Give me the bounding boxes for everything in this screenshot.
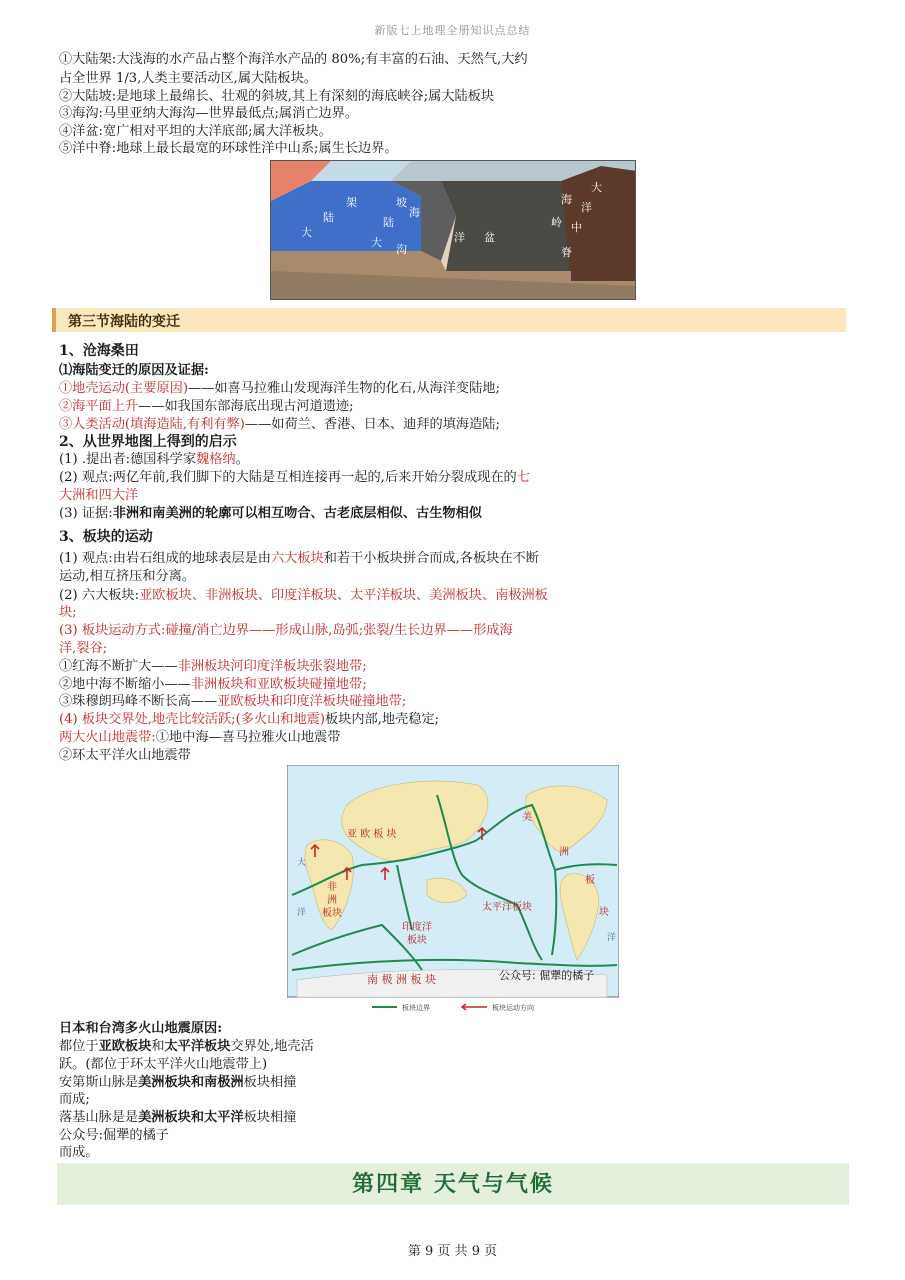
label-african-plate-a: 非 (327, 882, 337, 893)
label-ridge-c: 中 (571, 221, 582, 234)
rockies-line-1: 落基山脉是是美洲板块和太平洋板块相撞 (59, 1110, 297, 1125)
section-heading-bar (52, 308, 846, 332)
label-indian-plate-a: 印度洋 (402, 922, 432, 933)
label-antarctic-plate: 南 极 洲 板 块 (367, 973, 436, 986)
plate-view-cont: 运动,相互挤压和分离。 (59, 569, 196, 584)
label-trench-b: 沟 (396, 243, 407, 256)
heading-3: 3、板块的运动 (59, 529, 153, 545)
heading-2: 2、从世界地图上得到的启示 (59, 434, 237, 450)
label-american-plate-c: 板 (585, 875, 595, 886)
map-watermark: 公众号: 倔犟的橘子 (499, 969, 595, 982)
label-slope-b: 陆 (383, 216, 394, 229)
label-african-plate-c: 板块 (322, 908, 342, 919)
label-slope-c: 坡 (396, 196, 407, 209)
label-american-plate-a: 美 (522, 812, 532, 823)
six-plates: (2) 六大板块:亚欧板块、非洲板块、印度洋板块、太平洋板块、美洲板块、南极洲板 (59, 588, 548, 603)
seafloor-item-3: ③海沟:马里亚纳大海沟—世界最低点;属消亡边界。 (59, 106, 359, 121)
plate-view: (1) 观点:由岩石组成的地球表层是由六大板块和若干小板块拼合而成,各板块在不断 (59, 551, 539, 566)
point-2-cont: 大洲和四大洋 (59, 488, 139, 503)
label-shelf-b: 陆 (323, 211, 334, 224)
label-ridge-a: 大 (591, 181, 602, 194)
heading-1-sub: ⑴海陆变迁的原因及证据: (59, 363, 209, 378)
label-ocean-b: 洋 (297, 908, 307, 918)
page-header: 新版七上地理全册知识点总结 (374, 24, 531, 37)
plate-motion: (3) 板块运动方式:碰撞/消亡边界——形成山脉,岛弧;张裂/生长边界——形成海 (59, 623, 513, 638)
page-footer: 第 9 页 共 9 页 (407, 1244, 498, 1259)
andes-line-1: 安第斯山脉是美洲板块和南极洲板块相撞 (59, 1075, 297, 1090)
label-basin-b: 盆 (484, 231, 495, 244)
watermark-line: 公众号:倔犟的橘子 (59, 1128, 169, 1143)
plate-map (287, 765, 619, 1015)
label-basin-a: 洋 (454, 231, 465, 244)
seafloor-item-1-cont: 占全世界 1/3,人类主要活动区,属大陆板块。 (59, 71, 317, 86)
chapter-title: 第四章 天气与气候 (352, 1171, 554, 1197)
japan-line-1: 都位于亚欧板块和太平洋板块交界处,地壳活 (59, 1039, 314, 1054)
andes-line-2: 而成; (59, 1092, 90, 1107)
label-ridge-b: 洋 (581, 201, 592, 214)
example-red-sea: ①红海不断扩大——非洲板块河印度洋板块张裂地带; (59, 659, 367, 674)
label-slope-a: 大 (371, 236, 382, 249)
cause-2: ②海平面上升——如我国东部海底出现古河道遗迹; (59, 399, 354, 414)
example-mediterranean: ②地中海不断缩小——非洲板块和亚欧板块碰撞地带; (59, 677, 367, 692)
japan-title: 日本和台湾多火山地震原因: (59, 1021, 223, 1036)
legend-boundary-label: 板块边界 (402, 1004, 430, 1012)
example-everest: ③珠穆朗玛峰不断长高——亚欧板块和印度洋板块碰撞地带; (59, 694, 407, 709)
label-american-plate-d: 块 (599, 907, 609, 918)
legend-motion-label: 板块运动方向 (492, 1004, 534, 1012)
seafloor-item-2: ②大陆坡:是地球上最绵长、壮观的斜坡,其上有深刻的海底峡谷;属大陆板块 (59, 89, 495, 104)
point-3: (3) 证据:非洲和南美洲的轮廓可以相互吻合、古老底层相似、古生物相似 (59, 506, 482, 521)
japan-line-2: 跃。(都位于环太平洋火山地震带上) (59, 1057, 268, 1072)
volcanic-belt-2: ②环太平洋火山地震带 (59, 748, 191, 763)
label-shelf-a: 大 (301, 226, 312, 239)
point-1: (1) .提出者:德国科学家魏格纳。 (59, 452, 249, 467)
plate-motion-cont: 洋,裂谷; (59, 641, 108, 656)
seafloor-item-4: ④洋盆:宽广相对平坦的大洋底部;属大洋板块。 (59, 124, 332, 139)
cause-3: ③人类活动(填海造陆,有利有弊)——如荷兰、香港、日本、迪拜的填海造陆; (59, 417, 500, 432)
seafloor-item-1: ①大陆架:大浅海的水产品占整个海洋水产品的 80%;有丰富的石油、天然气,大约 (59, 52, 528, 67)
chapter-banner (57, 1163, 849, 1205)
volcanic-belts: 两大火山地震带:①地中海—喜马拉雅火山地震带 (59, 730, 341, 745)
heading-1: 1、沧海桑田 (59, 343, 139, 359)
label-indian-plate-b: 板块 (407, 935, 427, 946)
label-pacific-plate: 太平洋板块 (482, 902, 532, 913)
label-ridge-d: 海 (561, 193, 572, 206)
section-title: 第三节海陆的变迁 (68, 314, 180, 330)
plate-boundary-activity: (4) 板块交界处,地壳比较活跃;(多火山和地震)板块内部,地壳稳定; (59, 712, 440, 727)
label-african-plate-b: 洲 (327, 895, 337, 906)
seafloor-diagram (270, 160, 636, 300)
label-ocean-a: 大 (297, 858, 307, 868)
cause-1: ①地壳运动(主要原因)——如喜马拉雅山发现海洋生物的化石,从海洋变陆地; (59, 381, 500, 396)
label-trench-a: 海 (409, 206, 420, 219)
label-eurasian-plate: 亚 欧 板 块 (347, 829, 397, 840)
six-plates-cont: 块; (59, 605, 77, 620)
label-ridge-f: 脊 (561, 246, 572, 259)
label-shelf-c: 架 (346, 196, 357, 209)
label-ridge-e: 岭 (551, 216, 562, 229)
label-ocean-c: 洋 (607, 933, 617, 943)
point-2: (2) 观点:两亿年前,我们脚下的大陆是互相连接再一起的,后来开始分裂成现在的七 (59, 470, 530, 485)
label-american-plate-b: 洲 (559, 847, 569, 858)
seafloor-item-5: ⑤洋中脊:地球上最长最宽的环球性洋中山系;属生长边界。 (59, 141, 398, 156)
rockies-line-2: 而成。 (59, 1145, 99, 1160)
